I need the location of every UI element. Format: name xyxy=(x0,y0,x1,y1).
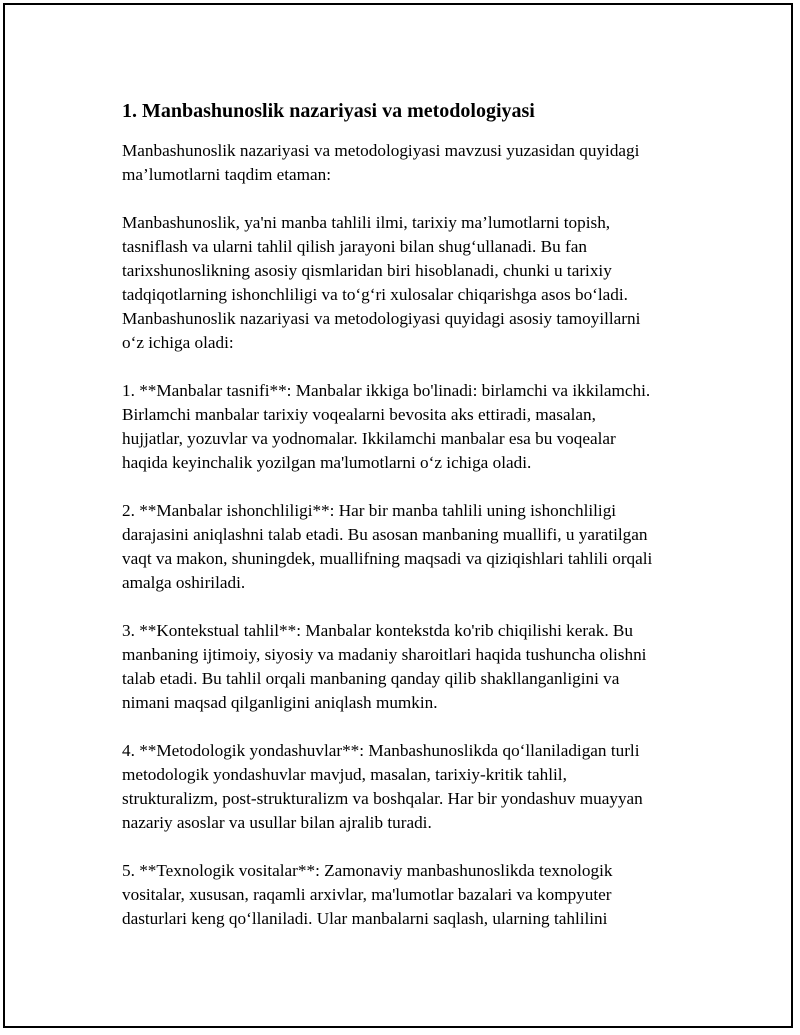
paragraph-line: 1. **Manbalar tasnifi**: Manbalar ikkiga bo'linadi: birlamchi va ikkilamchi. xyxy=(122,381,651,400)
paragraph-line: hujjatlar, yozuvlar va yodnomalar. Ikkilamchi manbalar esa bu voqealar xyxy=(122,429,616,448)
list-item-4 xyxy=(122,739,712,835)
document-body xyxy=(122,97,712,955)
paragraph-line: nazariy asoslar va usullar bilan ajralib turadi. xyxy=(122,813,432,832)
paragraph-line: ma’lumotlarni taqdim etaman: xyxy=(122,165,332,184)
paragraph-line: o‘z ichiga oladi: xyxy=(122,333,234,352)
paragraph-line: strukturalizm, post-strukturalizm va boshqalar. Har bir yondashuv muayyan xyxy=(122,789,643,808)
paragraph-line: Manbashunoslik, ya'ni manba tahlili ilmi, tarixiy ma’lumotlarni topish, xyxy=(122,213,611,232)
paragraph-line: Manbashunoslik nazariyasi va metodologiyasi mavzusi yuzasidan quyidagi xyxy=(122,141,640,160)
paragraph-line: tadqiqotlarning ishonchliligi va to‘g‘ri xulosalar chiqarishga asos bo‘ladi. xyxy=(122,285,628,304)
paragraph-line: dasturlari keng qo‘llaniladi. Ular manbalarni saqlash, ularning tahlilini xyxy=(122,909,608,928)
paragraph-line: Birlamchi manbalar tarixiy voqealarni bevosita aks ettiradi, masalan, xyxy=(122,405,596,424)
paragraph-line: tarixshunoslikning asosiy qismlaridan biri hisoblanadi, chunki u tarixiy xyxy=(122,261,612,280)
paragraph-line: talab etadi. Bu tahlil orqali manbaning qanday qilib shakllanganligini va xyxy=(122,669,620,688)
paragraph-line: 2. **Manbalar ishonchliligi**: Har bir manba tahlili uning ishonchliligi xyxy=(122,501,617,520)
paragraph-definition xyxy=(122,211,712,355)
paragraph-line: haqida keyinchalik yozilgan ma'lumotlarni o‘z ichiga oladi. xyxy=(122,453,532,472)
paragraph-line: Manbashunoslik nazariyasi va metodologiyasi quyidagi asosiy tamoyillarni xyxy=(122,309,641,328)
paragraph-line: nimani maqsad qilganligini aniqlash mumkin. xyxy=(122,693,438,712)
list-item-3 xyxy=(122,619,712,715)
paragraph-line: tasniflash va ularni tahlil qilish jarayoni bilan shug‘ullanadi. Bu fan xyxy=(122,237,587,256)
paragraph-line: metodologik yondashuvlar mavjud, masalan, tarixiy-kritik tahlil, xyxy=(122,765,567,784)
paragraph-line: 3. **Kontekstual tahlil**: Manbalar kontekstda ko'rib chiqilishi kerak. Bu xyxy=(122,621,633,640)
list-item-2 xyxy=(122,499,712,595)
paragraph-line: vaqt va makon, shuningdek, muallifning maqsadi va qiziqishlari tahlili orqali xyxy=(122,549,653,568)
document-page xyxy=(3,3,793,1028)
paragraph-line: 5. **Texnologik vositalar**: Zamonaviy manbashunoslikda texnologik xyxy=(122,861,613,880)
paragraph-line: darajasini aniqlashni talab etadi. Bu asosan manbaning muallifi, u yaratilgan xyxy=(122,525,648,544)
paragraph-line: 4. **Metodologik yondashuvlar**: Manbashunoslikda qo‘llaniladigan turli xyxy=(122,741,640,760)
paragraph-line: amalga oshiriladi. xyxy=(122,573,246,592)
paragraph-line: vositalar, xususan, raqamli arxivlar, ma'lumotlar bazalari va kompyuter xyxy=(122,885,612,904)
document-title: 1. Manbashunoslik nazariyasi va metodologiyasi xyxy=(122,100,535,122)
list-item-1 xyxy=(122,379,712,475)
paragraph-intro xyxy=(122,139,712,187)
list-item-5 xyxy=(122,859,712,931)
paragraph-line: manbaning ijtimoiy, siyosiy va madaniy sharoitlari haqida tushuncha olishni xyxy=(122,645,647,664)
